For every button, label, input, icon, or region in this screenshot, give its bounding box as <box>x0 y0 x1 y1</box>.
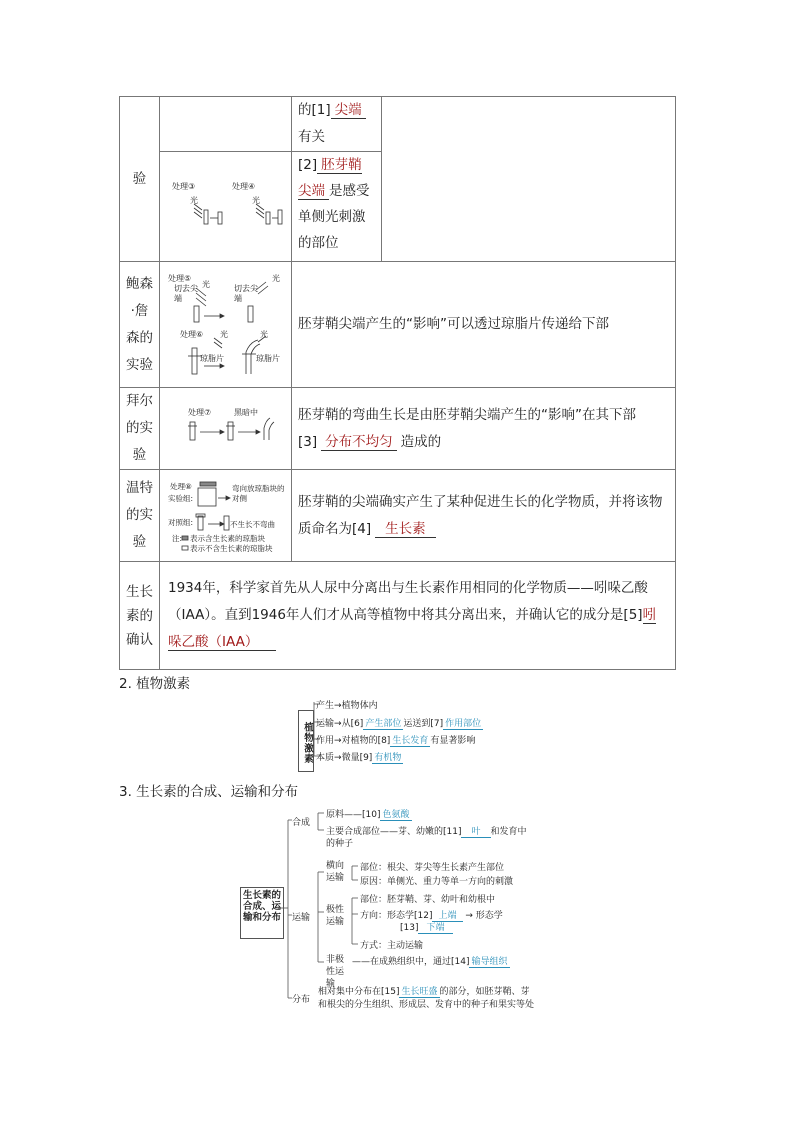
transport-label: 运输 <box>292 913 311 923</box>
row-head-exp: 验 <box>120 97 160 262</box>
hormone-root-box: 植物激素 <box>298 710 314 772</box>
fig-cell-8: 处理⑧ 实验组: 弯向放琼脂块的对侧 对照组: 不生长不弯曲 注: 表示含生长素的琼脂块 表示不含生长素的琼脂块 <box>160 470 292 562</box>
confirm-text-cell: 1934年，科学家首先从人尿中分离出与生长素作用相同的化学物质——吲哚乙酸（IAA）。直到1946年人们才从高等植物中将其分离出来，并确认它的成分是[5]吲哚乙酸（IAA） <box>160 562 676 670</box>
distribution-text: 相对集中分布在[15] 生长旺盛 的部分，如胚芽鞘、芽 <box>318 987 530 997</box>
synthesis-site-line2: 的种子 <box>326 839 354 849</box>
section3-title: 3. 生长素的合成、运输和分布 <box>119 784 299 800</box>
polar-direction: 方向：形态学[12] 上端 → 形态学 <box>360 911 503 921</box>
answer-3: 分布不均匀 <box>321 434 397 451</box>
lateral-site: 部位：根尖、芽尖等生长素产生部位 <box>360 863 505 873</box>
synthesis-label: 合成 <box>292 818 311 828</box>
lateral-cause: 原因：单侧光、重力等单一方向的刺激 <box>360 877 514 887</box>
polar-mode: 方式：主动运输 <box>360 941 424 951</box>
polar-direction-13: [13] 下端 <box>400 920 453 933</box>
answer-cell-2: [2] 胚芽鞘尖端 是感受单侧光刺激的部位 <box>292 152 382 262</box>
answer-1: 尖端 <box>331 102 366 119</box>
answer-2: 胚芽鞘尖端 <box>298 157 362 199</box>
lateral-label: 横向运输 <box>326 861 345 883</box>
answer-4: 生长素 <box>375 521 436 538</box>
conclusion-cell-4: 胚芽鞘的弯曲生长是由胚芽鞘尖端产生的“影响”在其下部 [3] 分布不均匀 造成的 <box>292 388 676 470</box>
conclusion-cell-5: 胚芽鞘的尖端确实产生了某种促进生长的化学物质，并将该物质命名为[4] 生长素 <box>292 470 676 562</box>
fig-cell-7: 处理⑦ 黑暗中 <box>160 388 292 470</box>
hormone-branch-nature: 本质→微量[9] 有机物 <box>316 753 402 763</box>
hormone-branch-produce: 产生→植物体内 <box>316 701 378 711</box>
row-head-went: 温特的实验 <box>120 470 160 562</box>
distribution-label: 分布 <box>292 995 311 1005</box>
distribution-text-line2: 和根尖的分生组织、形成层、发育中的种子和果实等处 <box>318 1000 535 1010</box>
polar-label: 极性运输 <box>326 905 345 927</box>
fig-cell-5-6: 处理⑤ 切去尖端 切去尖端 光 光 处理⑥ 光 光 琼脂片 琼脂片 <box>160 262 292 388</box>
synthesis-site: 主要合成部位——芽、幼嫩的[11] 叶 和发育中 <box>326 827 527 837</box>
auxin-root-box: 生长素的合成、运输和分布 <box>240 887 284 939</box>
answer-cell-1: 的[1] 尖端 有关 <box>292 97 382 152</box>
hormone-branch-function: 作用→对植物的[8] 生长发育 有显著影响 <box>316 736 476 746</box>
polar-site: 部位：胚芽鞘、芽、幼叶和幼根中 <box>360 895 496 905</box>
row-head-confirm: 生长素的确认 <box>120 562 160 670</box>
nonpolar-text: ——在成熟组织中，通过[14] 输导组织 <box>352 957 508 967</box>
row-head-paal: 拜尔的实验 <box>120 388 160 470</box>
synthesis-raw: 原料——[10] 色氨酸 <box>326 810 410 820</box>
conclusion-cell-3: 胚芽鞘尖端产生的“影响”可以透过琼脂片传递给下部 <box>292 262 676 388</box>
hormone-branch-transport: 运输→从[6] 产生部位 运送到[7] 作用部位 <box>316 719 482 729</box>
answer-5: 吲哚乙酸（IAA） <box>168 607 657 650</box>
fig-cell-3-4: 处理③ 处理④ 光 光 <box>160 152 292 262</box>
row-head-boysen-jensen: 鲍森·詹森的实验 <box>120 262 160 388</box>
section2-title: 2. 植物激素 <box>119 676 191 692</box>
nonpolar-label: 非极性运输 <box>326 955 345 989</box>
